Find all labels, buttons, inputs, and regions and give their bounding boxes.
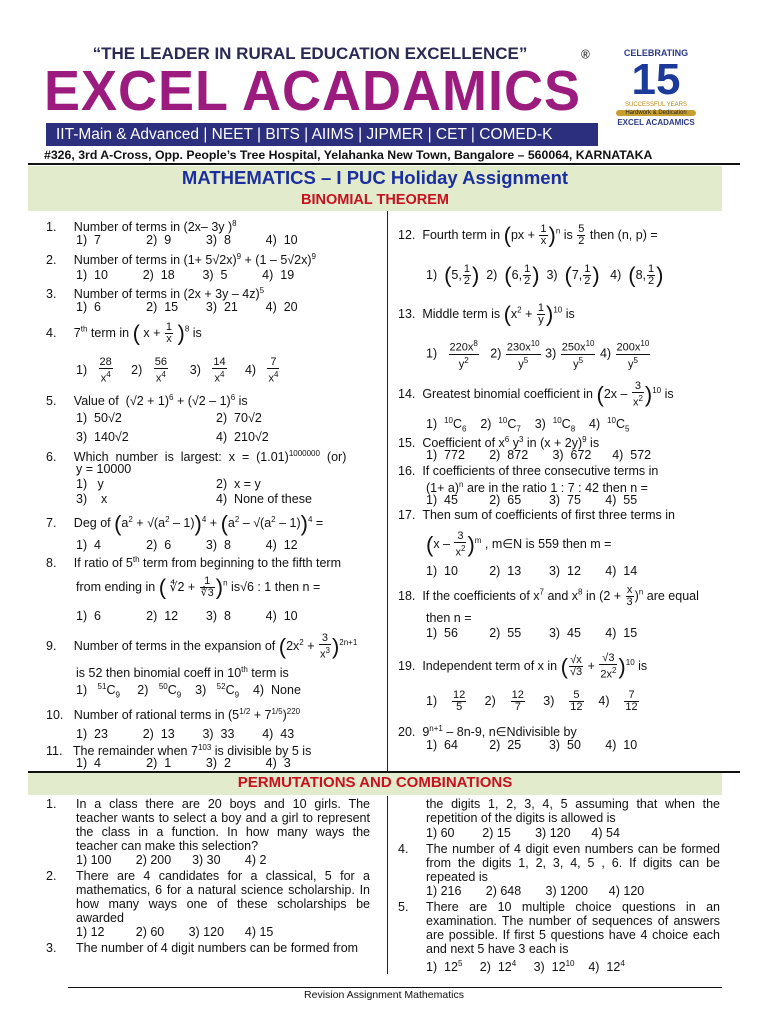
question-8: 8. If ratio of 5th term from beginning to the fifth term: [46, 555, 342, 571]
options-18: 1) 56 2) 55 3) 45 4) 15: [426, 626, 638, 640]
pc-question-3-cont: the digits 1, 2, 3, 4, 5 assuming that when the repetition of the digits is allowed is: [426, 797, 720, 825]
tagline: “THE LEADER IN RURAL EDUCATION EXCELLENCE”: [92, 44, 528, 63]
pc-number-1: 1.: [46, 797, 57, 811]
options-19: 1) $\frac{12}{5}$ 2) $\frac{12}{7}$ 3) $\frac{5}{12}$ 4) $\frac{7}{12}$: [426, 689, 638, 713]
pc-number-4: 4.: [398, 842, 409, 856]
options-6b: 2) x = y: [216, 477, 261, 491]
question-2: 2. Number of terms in $(1+ 5√2x)^9 + (1 - 5√2x)^9$: [46, 252, 316, 268]
pc-number-3: 3.: [46, 941, 57, 955]
anniversary-badge: [600, 48, 712, 152]
question-4: 4. 7th term in ( x + $\frac{1}{x}$ )$^8$ is: [46, 320, 202, 346]
question-1: 1. Number of terms in (2x– 3y )$^8$: [46, 219, 237, 235]
pc-number-5: 5.: [398, 900, 409, 914]
badge-name: EXCEL ACADAMICS: [617, 118, 695, 127]
options-9: 1) $^{51}C_9$ 2) $^{50}C_9$ 3) $^{52}C_9$ 4) None: [76, 682, 301, 700]
options-5b: 2) 70√2: [216, 411, 262, 425]
pc-options-5: 1) $12^5$ 2) $12^4$ 3) $12^{10}$ 4) $12^4$: [426, 959, 625, 975]
column-divider: [387, 211, 388, 771]
pc-options-3: 1) 60 2) 15 3) 120 4) 54: [426, 826, 620, 840]
pc-options-4: 1) 216 2) 648 3) 1200 4) 120: [426, 884, 645, 898]
options-6c: 3) x: [76, 492, 108, 506]
question-18: 18. If the coefficients of $x^7$ and $x^8$ in (2 + $\frac{x}{3}$ )$^n$ are equal: [398, 584, 699, 608]
section-band: [28, 773, 722, 795]
badge-celebrating: CELEBRATING: [623, 48, 689, 58]
footer-divider: [68, 987, 722, 988]
pc-question-5: There are 10 multiple choice questions in an examination. The number of sequences of answers are possible. If first 5 questions have 4 choice each and next 5 have 3 each is: [426, 900, 720, 956]
question-10: 10. Number of rational terms in $(5^{1/2} + 7^{1/5})^{220}$: [46, 707, 301, 723]
footer-text: Revision Assignment Mathematics: [304, 989, 464, 1001]
options-20: 1) 64 2) 25 3) 50 4) 10: [426, 738, 638, 752]
options-1: 1) 7 2) 9 3) 8 4) 10: [76, 233, 298, 247]
pc-question-2: There are 4 candidates for a classical, 5 for a mathematics, 6 for a natural science scholarship. In how many ways one of these scholarships be awarded: [76, 869, 370, 925]
options-11: 1) 4 2) 1 3) 2 4) 3: [76, 756, 291, 770]
options-5c: 3) 140√2: [76, 430, 129, 444]
badge-years: SUCCESSFUL YEARS: [624, 102, 688, 108]
options-10: 1) 23 2) 13 3) 33 4) 43: [76, 727, 295, 741]
options-5a: 1) 50√2: [76, 411, 122, 425]
section-title-permutations: PERMUTATIONS AND COMBINATIONS: [237, 774, 513, 791]
pc-options-1: 1) 100 2) 200 3) 30 4) 2: [76, 853, 267, 867]
pc-options-2: 1) 12 2) 60 3) 120 4) 15: [76, 925, 274, 939]
pc-question-1: In a class there are 20 boys and 10 girls. The teacher wants to select a boy and a girl to represent the class in a function. In how many ways the teacher can make this selection?: [76, 797, 370, 853]
question-6: 6. Which number is largest: $x = (1.01)^{1000000}$ (or): [46, 449, 347, 465]
divider: [28, 163, 740, 165]
pc-number-2: 2.: [46, 869, 57, 883]
question-15: 15. Coefficient of $x^6$ $y^3$ in $(x + 2y)^9$ is: [398, 435, 600, 451]
question-9-cont: is 52 then binomial coeff in 10th term is: [76, 665, 289, 681]
options-12: 1) (5, $\frac{1}{2}$ ) 2) (6, $\frac{1}{2}$ ) 3) (7, $\frac{1}{2}$ ) 4) (8, $\frac{1}{2}$ ): [426, 262, 664, 288]
question-13: 13. Middle term is ($x^2$ + $\frac{1}{y}$ )$^{10}$ is: [398, 301, 575, 327]
question-17: 17. Then sum of coefficients of first three terms in: [398, 508, 675, 522]
options-16: 1) 45 2) 65 3) 75 4) 55: [426, 493, 638, 507]
options-4: 1) $\frac{28}{x^4}$ 2) $\frac{56}{x^4}$ 3) $\frac{14}{x^4}$ 4) $\frac{7}{x^4}$: [76, 356, 279, 385]
question-6-cont: y = 10000: [76, 462, 132, 476]
address: #326, 3rd A-Cross, Opp. People’s Tree Hospital, Yelahanka New Town, Bangalore – 560064, KARNATAKA: [44, 148, 653, 162]
question-11: 11. The remainder when $7^{103}$ is divisible by 5 is: [46, 743, 312, 759]
badge-ribbon: Hardwork & Dedication: [616, 110, 696, 116]
section-title-binomial: BINOMIAL THEOREM: [301, 192, 449, 208]
column-divider: [387, 796, 388, 974]
brand-name: EXCEL ACADAMICS: [44, 59, 582, 123]
question-3: 3. Number of terms in $(2x + 3y - 4z)^5$: [46, 286, 265, 302]
options-7: 1) 4 2) 6 3) 8 4) 12: [76, 538, 298, 552]
options-3: 1) 6 2) 15 3) 21 4) 20: [76, 300, 298, 314]
exam-list-banner: IIT-Main & Advanced | NEET | BITS | AIIMS | JIPMER | CET | COMED-K: [46, 123, 598, 146]
options-6d: 4) None of these: [216, 492, 312, 506]
question-5: 5. Value of $(√2 + 1)^6 + (√2 - 1)^6$ is: [46, 393, 248, 409]
question-12: 12. Fourth term in (px + $\frac{1}{x}$ )$^n$ is $\frac{5}{2}$ then (n, p) =: [398, 222, 658, 248]
question-18-cont: then n =: [426, 611, 472, 625]
registered-mark: ®: [581, 46, 591, 62]
options-6a: 1) y: [76, 477, 104, 491]
pc-question-3: The number of 4 digit numbers can be formed from: [76, 941, 359, 955]
question-16-cont: $(1+ a)^n$ are in the ratio 1 : 7 : 42 then n =: [426, 480, 648, 496]
options-5d: 4) 210√2: [216, 430, 269, 444]
question-19: 19. Independent term of x in ( $\frac{√x}{√3}$ + $\frac{√3}{2x^2}$ )$^{10}$ is: [398, 652, 648, 681]
title-band: [28, 166, 722, 211]
question-17-cont: (x – $\frac{3}{x^2}$ )$^m$ , m∈N is 559 then m =: [426, 530, 612, 559]
options-14: 1) $^{10}C_6$ 2) $^{10}C_7$ 3) $^{10}C_8$ 4) $^{10}C_5$: [426, 416, 630, 434]
question-14: 14. Greatest binomial coefficient in (2x – $\frac{3}{x^2}$ )$^{10}$ is: [398, 380, 674, 409]
options-2: 1) 10 2) 18 3) 5 4) 19: [76, 268, 295, 282]
options-13: 1) $\frac{220x^8}{y^2}$ 2) $\frac{230x^{10}}{y^5}$ 3) $\frac{250x^{10}}{y^5}$ 4) $\frac{200x^{10}}{y^5}$: [426, 339, 650, 371]
page-title: MATHEMATICS – I PUC Holiday Assignment: [181, 167, 569, 188]
pc-question-4: The number of 4 digit even numbers can be formed from the digits 1, 2, 3, 4, 5 , 6. If digits can be repeated is: [426, 842, 720, 884]
options-8: 1) 6 2) 12 3) 8 4) 10: [76, 609, 298, 623]
options-15: 1) 772 2) 872 3) 672 4) 572: [426, 448, 652, 462]
options-17: 1) 10 2) 13 3) 12 4) 14: [426, 564, 638, 578]
badge-number: 15: [631, 55, 681, 104]
question-16: 16. If coefficients of three consecutive terms in: [398, 464, 659, 478]
question-20: 20. $9^{n+1} - 8n-9$, n∈Ndivisible by: [398, 724, 577, 740]
question-8-cont: from ending in ( ∜2 + $\frac{1}{∜3}$ )$^n$ is√6 : 1 then n =: [76, 574, 321, 600]
question-9: 9. Number of terms in the expansion of ($2x^2$ + $\frac{3}{x^3}$ )$^{2n+1}$: [46, 632, 358, 661]
question-7: 7. Deg of $(a^2 + √(a^2 - 1))^4 + (a^2 - √(a^2 - 1))^4$ =: [46, 510, 324, 536]
